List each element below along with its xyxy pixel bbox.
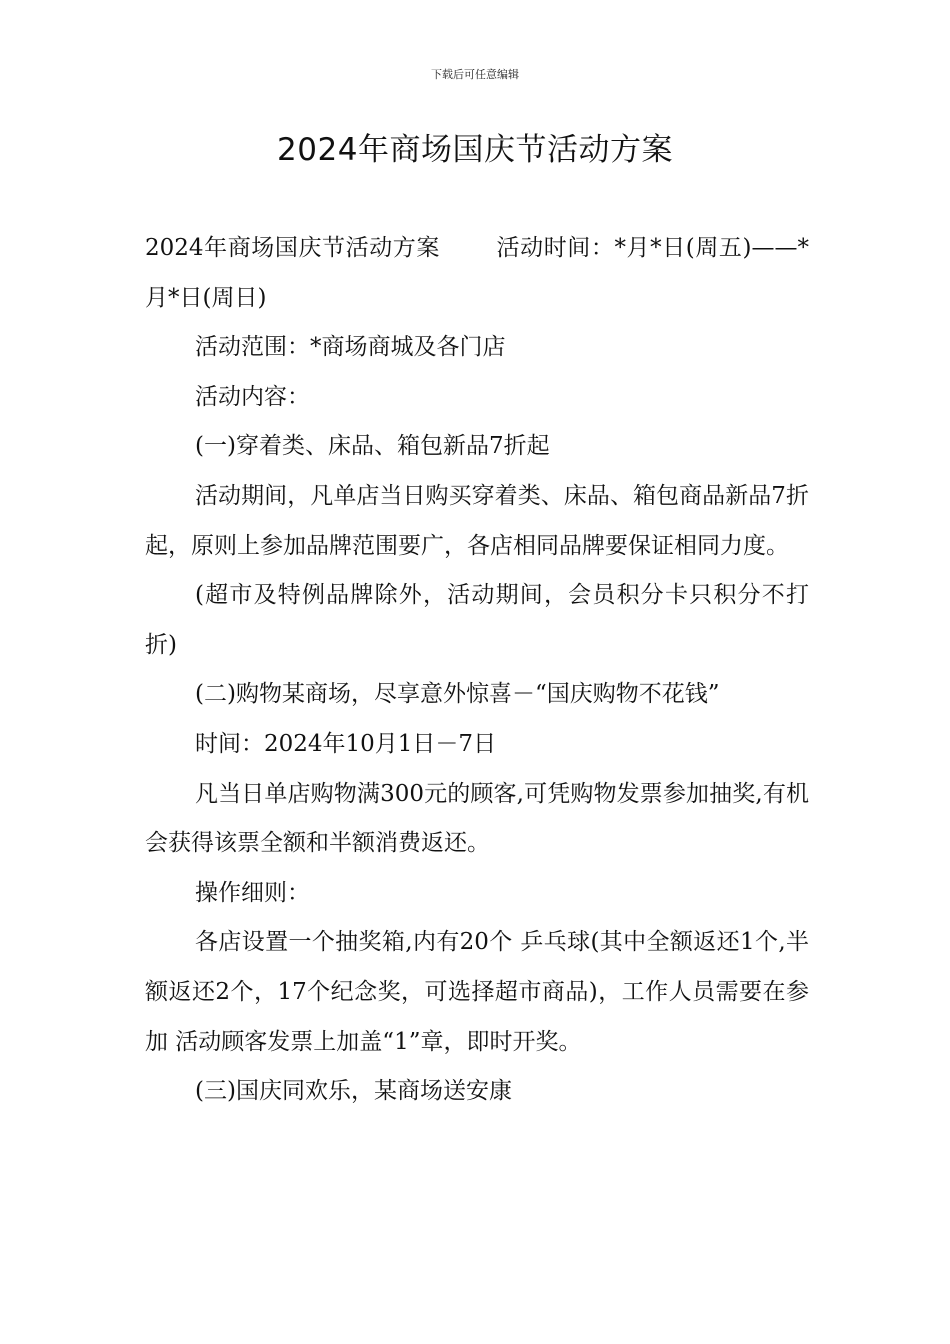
section-heading-3: (三)国庆同欢乐，某商场送安康 — [195, 1078, 512, 1105]
paragraph-discount-detail: 活动期间，凡单店当日购买穿着类、床品、箱包商品新品7折起，原则上参加品牌范围要广，各店相同品牌要保证相同力度。 — [145, 482, 809, 559]
document-body — [145, 224, 809, 1117]
intro-plan-name: 2024年商场国庆节活动方案 — [145, 235, 440, 261]
section-heading-1: (一)穿着类、床品、箱包新品7折起 — [195, 433, 550, 460]
paragraph-lottery-rule: 凡当日单店购物满300元的顾客,可凭购物发票参加抽奖,有机会获得该票全额和半额消费返还。 — [145, 780, 809, 857]
paragraph-intro — [145, 224, 809, 323]
section-heading-2: (二)购物某商场，尽享意外惊喜－“国庆购物不花钱” — [195, 681, 720, 708]
activity-time: 活动时间：*月*日(周五)——*月*日(周日) — [145, 235, 809, 311]
paragraph-operation-heading: 操作细则： — [195, 879, 310, 906]
paragraph-scope: 活动范围：*商场商城及各门店 — [195, 334, 506, 361]
header-note: 下载后可任意编辑 — [431, 68, 519, 81]
document-title: 2024年商场国庆节活动方案 — [277, 132, 673, 168]
paragraph-exclusion-note: (超市及特例品牌除外，活动期间，会员积分卡只积分不打折) — [145, 582, 809, 658]
paragraph-operation-detail: 各店设置一个抽奖箱,内有20个 乒乓球(其中全额返还1个,半额返还2个，17个纪念奖，可选择超市商品)，工作人员需要在参加 活动顾客发票上加盖“1”章，即时开奖。 — [145, 929, 809, 1055]
paragraph-content-heading: 活动内容： — [195, 383, 310, 410]
paragraph-lottery-time: 时间：2024年10月1日－7日 — [195, 730, 497, 757]
